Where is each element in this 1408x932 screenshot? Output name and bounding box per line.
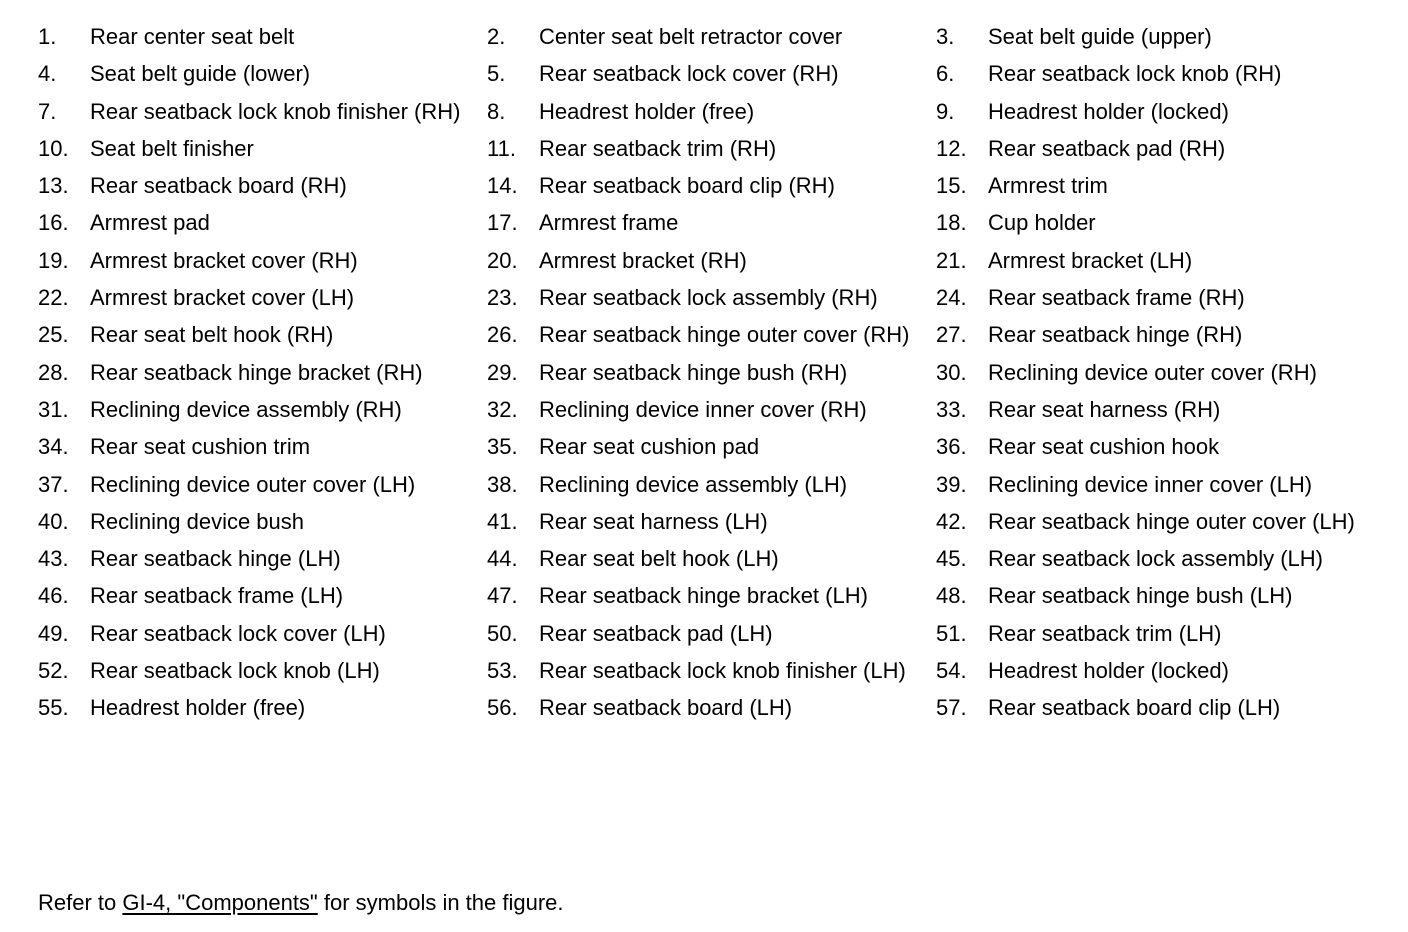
part-item — [936, 395, 1378, 432]
part-item — [936, 171, 1378, 208]
part-item — [936, 470, 1378, 507]
part-item — [38, 693, 487, 730]
part-item — [38, 246, 487, 283]
part-number: 11. — [487, 135, 516, 161]
part-item — [936, 358, 1378, 395]
part-number: 43. — [38, 546, 69, 572]
part-number: 42. — [936, 508, 967, 534]
part-name: Rear seatback board clip (LH) — [988, 695, 1281, 721]
part-number: 37. — [38, 471, 69, 497]
part-name: Rear seatback frame (RH) — [988, 285, 1245, 311]
part-name: Rear center seat belt — [90, 24, 295, 49]
part-name: Rear seatback lock assembly (LH) — [988, 546, 1324, 572]
part-item — [936, 208, 1378, 245]
part-number: 41. — [487, 508, 518, 534]
part-name: Rear seatback lock knob (LH) — [90, 658, 380, 684]
part-item — [936, 134, 1378, 171]
part-number: 23. — [487, 285, 518, 311]
part-number: 36. — [936, 434, 967, 460]
part-name: Rear seat harness (RH) — [988, 396, 1221, 422]
footnote — [38, 888, 564, 918]
part-number: 51. — [936, 620, 967, 646]
part-number: 2. — [487, 24, 506, 49]
part-name: Rear seatback pad (RH) — [988, 135, 1226, 161]
part-number: 16. — [38, 210, 69, 236]
part-item — [936, 656, 1378, 693]
part-number: 4. — [38, 61, 57, 87]
part-item — [38, 432, 487, 469]
part-item — [936, 97, 1378, 134]
part-number: 31. — [38, 396, 69, 422]
part-item — [38, 283, 487, 320]
part-name: Rear seatback hinge (RH) — [988, 322, 1243, 348]
part-number: 25. — [38, 322, 69, 348]
part-item — [38, 171, 487, 208]
part-name: Rear seatback hinge (LH) — [90, 546, 341, 572]
part-item — [936, 581, 1378, 618]
parts-list — [38, 22, 1378, 731]
part-number: 54. — [936, 658, 967, 684]
part-item — [936, 619, 1378, 656]
part-item — [936, 507, 1378, 544]
part-name: Rear seatback lock cover (RH) — [539, 61, 839, 87]
part-name: Armrest bracket (LH) — [988, 247, 1193, 273]
part-item — [936, 544, 1378, 581]
part-name: Cup holder — [988, 210, 1096, 236]
part-item — [487, 656, 936, 693]
part-item — [38, 208, 487, 245]
part-name: Seat belt guide (upper) — [988, 24, 1212, 49]
part-number: 53. — [487, 658, 518, 684]
part-number: 38. — [487, 471, 518, 497]
part-name: Rear seatback board (RH) — [90, 173, 347, 199]
part-name: Rear seat cushion hook — [988, 434, 1220, 460]
part-item — [487, 246, 936, 283]
footnote-suffix: for symbols in the figure. — [317, 890, 564, 915]
part-item — [38, 395, 487, 432]
part-number: 5. — [487, 61, 506, 87]
part-name: Rear seatback lock knob finisher (LH) — [539, 658, 906, 684]
part-item — [487, 171, 936, 208]
part-name: Reclining device outer cover (RH) — [988, 359, 1317, 385]
part-name: Rear seatback board (LH) — [539, 695, 793, 721]
part-item — [487, 134, 936, 171]
part-item — [487, 283, 936, 320]
part-item — [38, 59, 487, 96]
part-name: Rear seat cushion pad — [539, 434, 760, 460]
part-item — [38, 470, 487, 507]
part-number: 32. — [487, 396, 518, 422]
part-name: Reclining device inner cover (RH) — [539, 396, 867, 422]
part-name: Rear seatback hinge bracket (RH) — [90, 359, 423, 385]
part-number: 47. — [487, 583, 518, 609]
part-item — [487, 395, 936, 432]
part-name: Rear seatback lock assembly (RH) — [539, 285, 878, 311]
part-name: Seat belt finisher — [90, 135, 254, 161]
part-number: 21. — [936, 247, 967, 273]
part-name: Headrest holder (free) — [539, 98, 755, 124]
part-name: Rear seatback pad (LH) — [539, 620, 773, 646]
part-number: 8. — [487, 98, 506, 124]
footnote-prefix: Refer to — [38, 890, 123, 915]
part-item — [38, 134, 487, 171]
part-number: 6. — [936, 61, 955, 87]
part-number: 55. — [38, 695, 69, 721]
part-name: Armrest bracket cover (RH) — [90, 247, 358, 273]
part-number: 39. — [936, 471, 967, 497]
part-number: 52. — [38, 658, 69, 684]
part-number: 10. — [38, 135, 69, 161]
part-item — [38, 320, 487, 357]
part-name: Reclining device assembly (RH) — [90, 396, 402, 422]
part-number: 50. — [487, 620, 518, 646]
part-name: Armrest trim — [988, 173, 1108, 199]
part-name: Rear seatback hinge outer cover (RH) — [539, 322, 910, 348]
part-number: 56. — [487, 695, 518, 721]
part-item — [487, 208, 936, 245]
part-name: Rear seatback hinge bush (RH) — [539, 359, 848, 385]
part-name: Rear seatback lock knob (RH) — [988, 61, 1282, 87]
part-number: 46. — [38, 583, 69, 609]
part-item — [487, 59, 936, 96]
part-number: 12. — [936, 135, 967, 161]
part-name: Headrest holder (locked) — [988, 658, 1229, 684]
part-number: 44. — [487, 546, 518, 572]
part-item — [487, 470, 936, 507]
part-number: 57. — [936, 695, 967, 721]
part-name: Headrest holder (locked) — [988, 98, 1229, 124]
part-item — [38, 22, 487, 59]
part-number: 34. — [38, 434, 69, 460]
part-number: 48. — [936, 583, 967, 609]
part-item — [936, 283, 1378, 320]
part-name: Rear seat belt hook (RH) — [90, 322, 334, 348]
part-name: Rear seat belt hook (LH) — [539, 546, 779, 572]
part-number: 14. — [487, 173, 518, 199]
part-item — [487, 544, 936, 581]
part-item — [487, 581, 936, 618]
part-number: 18. — [936, 210, 967, 236]
part-name: Rear seatback lock cover (LH) — [90, 620, 386, 646]
part-item — [936, 59, 1378, 96]
part-name: Reclining device assembly (LH) — [539, 471, 848, 497]
part-number: 30. — [936, 359, 967, 385]
part-name: Rear seatback hinge bush (LH) — [988, 583, 1293, 609]
part-item — [38, 619, 487, 656]
part-number: 28. — [38, 359, 69, 385]
components-reference-link[interactable]: GI-4, "Components" — [122, 890, 318, 915]
part-name: Center seat belt retractor cover — [539, 24, 843, 49]
part-item — [487, 97, 936, 134]
part-name: Rear seatback hinge outer cover (LH) — [988, 508, 1355, 534]
part-item — [38, 544, 487, 581]
part-number: 27. — [936, 322, 967, 348]
part-item — [936, 22, 1378, 59]
part-name: Rear seatback lock knob finisher (RH) — [90, 98, 461, 124]
part-name: Rear seatback board clip (RH) — [539, 173, 835, 199]
part-name: Seat belt guide (lower) — [90, 61, 311, 87]
part-name: Armrest frame — [539, 210, 679, 236]
part-name: Reclining device outer cover (LH) — [90, 471, 416, 497]
part-item — [487, 619, 936, 656]
part-number: 40. — [38, 508, 69, 534]
part-name: Armrest pad — [90, 210, 210, 236]
part-name: Armrest bracket cover (LH) — [90, 285, 355, 311]
part-number: 15. — [936, 173, 967, 199]
part-item — [38, 358, 487, 395]
part-number: 35. — [487, 434, 518, 460]
part-item — [487, 320, 936, 357]
part-item — [936, 320, 1378, 357]
part-number: 45. — [936, 546, 967, 572]
part-number: 9. — [936, 98, 955, 124]
part-item — [38, 581, 487, 618]
part-item — [936, 693, 1378, 730]
part-name: Rear seatback hinge bracket (LH) — [539, 583, 868, 609]
part-number: 29. — [487, 359, 518, 385]
part-name: Reclining device bush — [90, 508, 305, 534]
part-number: 22. — [38, 285, 69, 311]
part-name: Armrest bracket (RH) — [539, 247, 747, 273]
part-name: Reclining device inner cover (LH) — [988, 471, 1313, 497]
part-number: 17. — [487, 210, 518, 236]
part-name: Headrest holder (free) — [90, 695, 306, 721]
part-item — [487, 507, 936, 544]
part-number: 3. — [936, 24, 955, 49]
part-item — [487, 432, 936, 469]
part-number: 7. — [38, 98, 57, 124]
part-name: Rear seatback trim (RH) — [539, 135, 777, 161]
part-name: Rear seat harness (LH) — [539, 508, 768, 534]
part-item — [38, 507, 487, 544]
part-number: 33. — [936, 396, 967, 422]
part-item — [936, 432, 1378, 469]
part-item — [487, 693, 936, 730]
part-item — [487, 22, 936, 59]
part-number: 49. — [38, 620, 69, 646]
part-item — [38, 97, 487, 134]
part-number: 20. — [487, 247, 518, 273]
part-number: 26. — [487, 322, 518, 348]
part-number: 24. — [936, 285, 967, 311]
part-name: Rear seat cushion trim — [90, 434, 311, 460]
part-number: 13. — [38, 173, 69, 199]
part-item — [487, 358, 936, 395]
part-number: 1. — [38, 24, 57, 49]
part-item — [936, 246, 1378, 283]
part-item — [38, 656, 487, 693]
part-name: Rear seatback trim (LH) — [988, 620, 1222, 646]
part-name: Rear seatback frame (LH) — [90, 583, 344, 609]
part-number: 19. — [38, 247, 69, 273]
